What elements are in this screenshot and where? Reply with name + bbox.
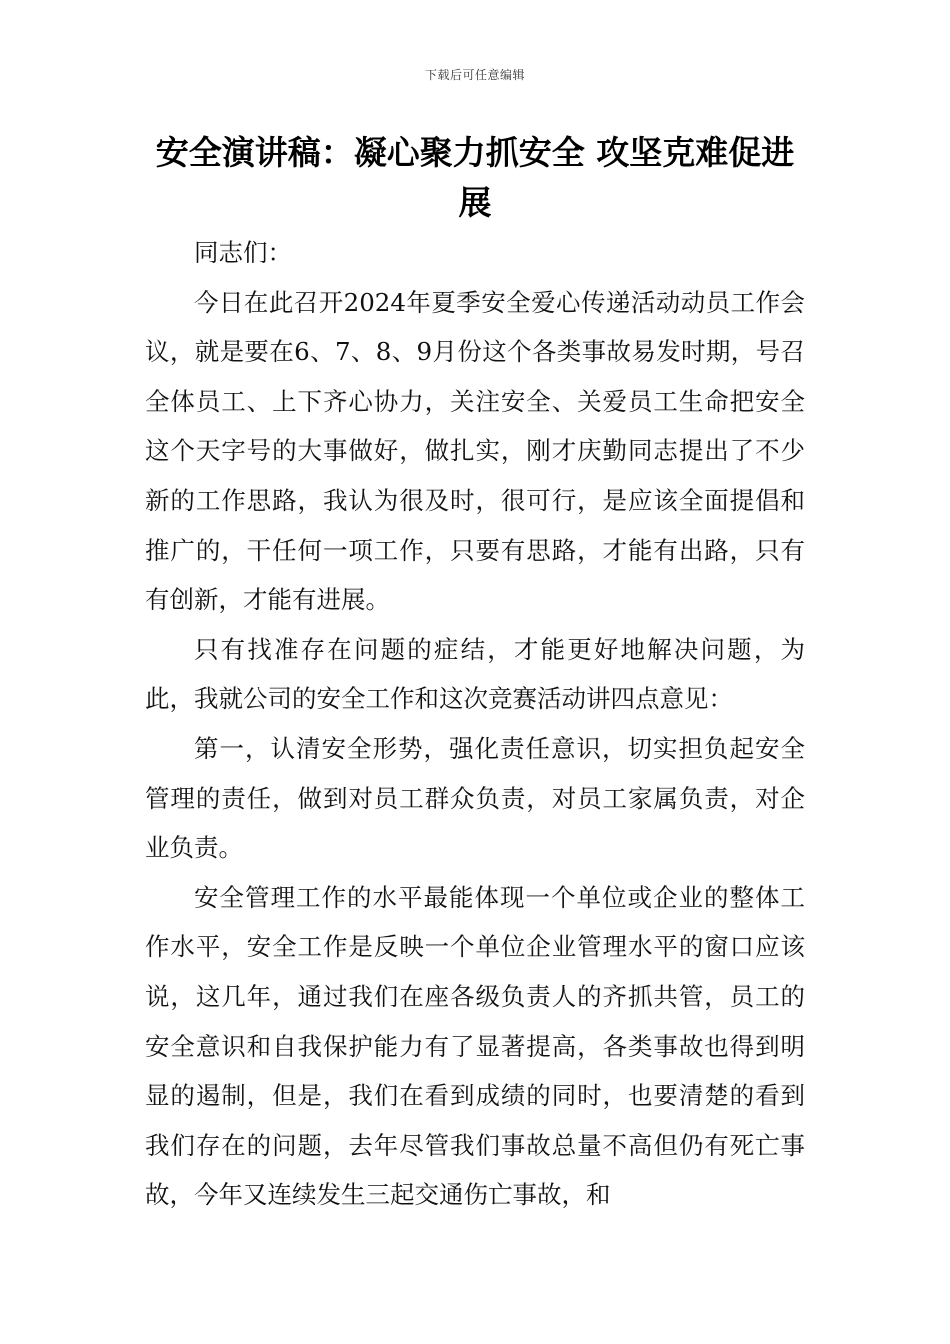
document-body bbox=[145, 228, 805, 1220]
header-note: 下载后可任意编辑 bbox=[424, 68, 525, 82]
salutation: 同志们： bbox=[194, 238, 292, 267]
paragraph-3: 第一，认清安全形势，强化责任意识，切实担负起安全管理的责任，做到对员工群众负责，对员工家属负责，对企业负责。 bbox=[145, 733, 805, 863]
document-title: 安全演讲稿：凝心聚力抓安全 攻坚克难促进展 bbox=[155, 133, 795, 222]
paragraph-4: 安全管理工作的水平最能体现一个单位或企业的整体工作水平，安全工作是反映一个单位企业管理水平的窗口应该说，这几年，通过我们在座各级负责人的齐抓共管，员工的安全意识和自我保护能力有了显著提高，各类事故也得到明显的遏制，但是，我们在看到成绩的同时，也要清楚的看到我们存在的问题，去年尽管我们事故总量不高但仍有死亡事故，今年又连续发生三起交通伤亡事故，和 bbox=[145, 882, 805, 1210]
paragraph-2: 只有找准存在问题的症结，才能更好地解决问题，为此，我就公司的安全工作和这次竞赛活动讲四点意见： bbox=[145, 634, 805, 714]
paragraph-1: 今日在此召开2024年夏季安全爱心传递活动动员工作会议，就是要在6、7、8、9月份这个各类事故易发时期，号召全体员工、上下齐心协力，关注安全、关爱员工生命把安全这个天字号的大事做好，做扎实，刚才庆勤同志提出了不少新的工作思路，我认为很及时，很可行，是应该全面提倡和推广的，干任何一项工作，只要有思路，才能有出路，只有有创新，才能有进展。 bbox=[145, 287, 805, 615]
